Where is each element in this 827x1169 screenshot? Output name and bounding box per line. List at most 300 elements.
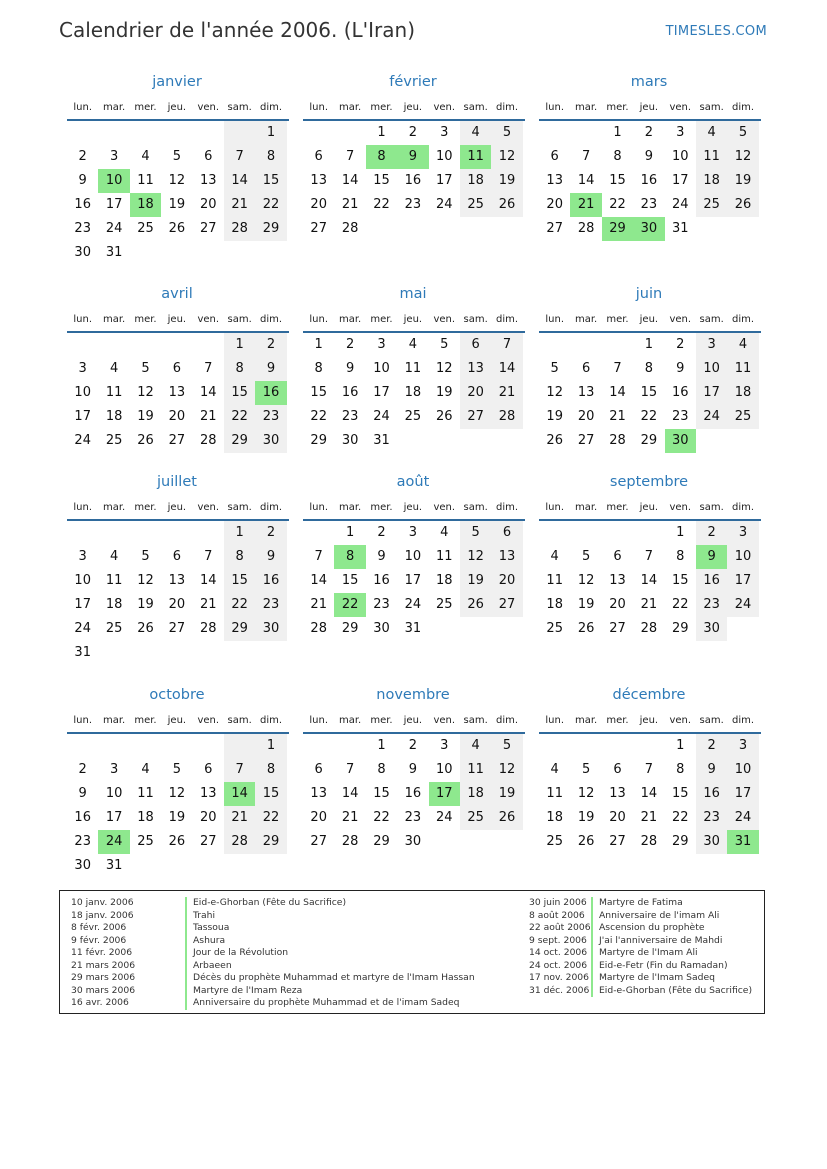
day-cell[interactable]: 16 — [74, 810, 91, 825]
day-cell[interactable]: 16 — [255, 381, 286, 405]
day-cell[interactable]: 14 — [199, 573, 217, 588]
day-cell[interactable]: 4 — [727, 333, 758, 357]
day-cell[interactable]: 8 — [377, 762, 386, 777]
day-cell[interactable]: 25 — [105, 621, 123, 636]
day-cell[interactable]: 12 — [168, 786, 186, 801]
day-cell[interactable]: 17 — [696, 381, 727, 405]
day-cell[interactable]: 22 — [671, 597, 689, 612]
day-cell[interactable]: 9 — [255, 357, 286, 381]
day-cell[interactable]: 9 — [644, 149, 653, 164]
day-cell[interactable]: 10 — [105, 786, 123, 801]
day-cell[interactable]: 14 — [224, 782, 255, 806]
day-cell[interactable]: 24 — [696, 405, 727, 429]
day-cell[interactable]: 27 — [310, 834, 327, 849]
day-cell[interactable]: 28 — [640, 621, 658, 636]
day-cell[interactable]: 12 — [577, 573, 595, 588]
day-cell[interactable]: 22 — [310, 409, 327, 424]
site-link[interactable]: TIMESLES.COM — [665, 24, 767, 39]
day-cell[interactable]: 1 — [377, 125, 386, 140]
day-cell[interactable]: 15 — [255, 782, 286, 806]
day-cell[interactable]: 21 — [341, 810, 359, 825]
day-cell[interactable]: 18 — [130, 193, 161, 217]
day-cell[interactable]: 18 — [727, 381, 758, 405]
day-cell[interactable]: 9 — [78, 786, 87, 801]
day-cell[interactable]: 24 — [74, 433, 91, 448]
day-cell[interactable]: 24 — [404, 597, 422, 612]
day-cell[interactable]: 30 — [633, 217, 664, 241]
day-cell[interactable]: 30 — [341, 433, 359, 448]
day-cell[interactable]: 11 — [105, 573, 123, 588]
day-cell[interactable]: 29 — [224, 617, 255, 641]
day-cell[interactable]: 22 — [255, 806, 286, 830]
day-cell[interactable]: 22 — [224, 405, 255, 429]
day-cell[interactable]: 25 — [435, 597, 453, 612]
day-cell[interactable]: 14 — [491, 357, 522, 381]
day-cell[interactable]: 8 — [224, 357, 255, 381]
day-cell[interactable]: 21 — [199, 409, 217, 424]
day-cell[interactable]: 28 — [199, 621, 217, 636]
day-cell[interactable]: 24 — [105, 221, 123, 236]
day-cell[interactable]: 23 — [74, 221, 91, 236]
day-cell[interactable]: 16 — [404, 786, 422, 801]
day-cell[interactable]: 6 — [581, 361, 591, 376]
day-cell[interactable]: 7 — [613, 361, 622, 376]
day-cell[interactable]: 12 — [137, 573, 154, 588]
day-cell[interactable]: 16 — [671, 385, 689, 400]
day-cell[interactable]: 12 — [577, 786, 595, 801]
day-cell[interactable]: 10 — [373, 361, 390, 376]
day-cell[interactable]: 29 — [640, 433, 658, 448]
day-cell[interactable]: 1 — [345, 525, 355, 540]
day-cell[interactable]: 20 — [168, 409, 186, 424]
day-cell[interactable]: 29 — [341, 621, 359, 636]
day-cell[interactable]: 10 — [435, 762, 453, 777]
day-cell[interactable]: 6 — [172, 549, 181, 564]
day-cell[interactable]: 11 — [460, 758, 491, 782]
day-cell[interactable]: 1 — [255, 734, 286, 758]
day-cell[interactable]: 14 — [341, 786, 359, 801]
day-cell[interactable]: 20 — [199, 810, 217, 825]
day-cell[interactable]: 23 — [373, 597, 390, 612]
day-cell[interactable]: 24 — [373, 409, 390, 424]
day-cell[interactable]: 2 — [78, 149, 87, 164]
day-cell[interactable]: 8 — [255, 145, 286, 169]
day-cell[interactable]: 2 — [408, 738, 417, 753]
day-cell[interactable]: 28 — [609, 433, 626, 448]
day-cell[interactable]: 20 — [460, 381, 491, 405]
day-cell[interactable]: 14 — [640, 786, 658, 801]
day-cell[interactable]: 13 — [310, 173, 327, 188]
day-cell[interactable]: 12 — [168, 173, 186, 188]
day-cell[interactable]: 30 — [404, 834, 422, 849]
day-cell[interactable]: 11 — [727, 357, 758, 381]
day-cell[interactable]: 30 — [373, 621, 390, 636]
day-cell[interactable]: 25 — [105, 433, 123, 448]
day-cell[interactable]: 1 — [255, 121, 286, 145]
day-cell[interactable]: 23 — [696, 806, 727, 830]
day-cell[interactable]: 2 — [255, 521, 286, 545]
day-cell[interactable]: 30 — [696, 617, 727, 641]
day-cell[interactable]: 5 — [141, 361, 150, 376]
day-cell[interactable]: 7 — [491, 333, 522, 357]
day-cell[interactable]: 6 — [204, 762, 213, 777]
day-cell[interactable]: 19 — [435, 385, 453, 400]
day-cell[interactable]: 9 — [377, 549, 386, 564]
day-cell[interactable]: 27 — [168, 621, 186, 636]
day-cell[interactable]: 11 — [137, 173, 154, 188]
day-cell[interactable]: 8 — [676, 762, 685, 777]
day-cell[interactable]: 8 — [366, 145, 397, 169]
day-cell[interactable]: 19 — [460, 569, 491, 593]
day-cell[interactable]: 11 — [460, 145, 491, 169]
day-cell[interactable]: 20 — [491, 569, 522, 593]
day-cell[interactable]: 2 — [408, 125, 417, 140]
day-cell[interactable]: 20 — [577, 409, 595, 424]
day-cell[interactable]: 15 — [609, 173, 626, 188]
day-cell[interactable]: 12 — [435, 361, 453, 376]
day-cell[interactable]: 1 — [676, 738, 685, 753]
day-cell[interactable]: 25 — [696, 193, 727, 217]
day-cell[interactable]: 5 — [581, 762, 591, 777]
day-cell[interactable]: 6 — [172, 361, 181, 376]
day-cell[interactable]: 27 — [460, 405, 491, 429]
day-cell[interactable]: 13 — [168, 385, 186, 400]
day-cell[interactable]: 14 — [224, 169, 255, 193]
day-cell[interactable]: 14 — [341, 173, 359, 188]
day-cell[interactable]: 2 — [696, 521, 727, 545]
day-cell[interactable]: 26 — [491, 806, 522, 830]
day-cell[interactable]: 25 — [727, 405, 758, 429]
day-cell[interactable]: 23 — [74, 834, 91, 849]
day-cell[interactable]: 7 — [644, 762, 653, 777]
day-cell[interactable]: 7 — [345, 762, 355, 777]
day-cell[interactable]: 7 — [224, 145, 255, 169]
day-cell[interactable]: 23 — [255, 405, 286, 429]
day-cell[interactable]: 13 — [199, 786, 217, 801]
day-cell[interactable]: 19 — [168, 197, 186, 212]
day-cell[interactable]: 5 — [141, 549, 150, 564]
day-cell[interactable]: 30 — [74, 245, 91, 260]
day-cell[interactable]: 10 — [98, 169, 129, 193]
day-cell[interactable]: 11 — [404, 361, 422, 376]
day-cell[interactable]: 22 — [224, 593, 255, 617]
day-cell[interactable]: 14 — [640, 573, 658, 588]
day-cell[interactable]: 13 — [491, 545, 522, 569]
day-cell[interactable]: 3 — [78, 549, 87, 564]
day-cell[interactable]: 26 — [137, 621, 154, 636]
day-cell[interactable]: 12 — [137, 385, 154, 400]
day-cell[interactable]: 9 — [397, 145, 428, 169]
day-cell[interactable]: 20 — [310, 197, 327, 212]
day-cell[interactable]: 17 — [105, 197, 123, 212]
day-cell[interactable]: 21 — [640, 810, 658, 825]
day-cell[interactable]: 18 — [546, 810, 563, 825]
day-cell[interactable]: 9 — [408, 762, 417, 777]
day-cell[interactable]: 12 — [546, 385, 563, 400]
day-cell[interactable]: 22 — [671, 810, 689, 825]
day-cell[interactable]: 22 — [609, 197, 626, 212]
day-cell[interactable]: 25 — [137, 834, 154, 849]
day-cell[interactable]: 21 — [310, 597, 327, 612]
day-cell[interactable]: 3 — [676, 125, 685, 140]
day-cell[interactable]: 22 — [373, 197, 390, 212]
day-cell[interactable]: 17 — [671, 173, 689, 188]
day-cell[interactable]: 21 — [570, 193, 601, 217]
day-cell[interactable]: 16 — [74, 197, 91, 212]
day-cell[interactable]: 19 — [727, 169, 758, 193]
day-cell[interactable]: 23 — [404, 197, 422, 212]
day-cell[interactable]: 20 — [168, 597, 186, 612]
day-cell[interactable]: 5 — [727, 121, 758, 145]
day-cell[interactable]: 18 — [435, 573, 453, 588]
day-cell[interactable]: 27 — [609, 834, 626, 849]
day-cell[interactable]: 18 — [105, 409, 123, 424]
day-cell[interactable]: 18 — [137, 810, 154, 825]
day-cell[interactable]: 28 — [341, 834, 359, 849]
day-cell[interactable]: 28 — [199, 433, 217, 448]
day-cell[interactable]: 9 — [676, 361, 685, 376]
day-cell[interactable]: 5 — [491, 734, 522, 758]
day-cell[interactable]: 3 — [109, 149, 119, 164]
day-cell[interactable]: 18 — [404, 385, 422, 400]
day-cell[interactable]: 19 — [577, 810, 595, 825]
day-cell[interactable]: 9 — [255, 545, 286, 569]
day-cell[interactable]: 4 — [440, 525, 449, 540]
day-cell[interactable]: 15 — [373, 786, 390, 801]
day-cell[interactable]: 9 — [345, 361, 355, 376]
day-cell[interactable]: 16 — [341, 385, 359, 400]
day-cell[interactable]: 21 — [640, 597, 658, 612]
day-cell[interactable]: 24 — [435, 810, 453, 825]
day-cell[interactable]: 19 — [491, 169, 522, 193]
day-cell[interactable]: 1 — [314, 337, 323, 352]
day-cell[interactable]: 8 — [644, 361, 653, 376]
day-cell[interactable]: 29 — [602, 217, 633, 241]
day-cell[interactable]: 1 — [644, 337, 653, 352]
day-cell[interactable]: 4 — [550, 549, 559, 564]
day-cell[interactable]: 10 — [727, 758, 758, 782]
day-cell[interactable]: 5 — [172, 149, 181, 164]
day-cell[interactable]: 26 — [577, 621, 595, 636]
day-cell[interactable]: 21 — [609, 409, 626, 424]
day-cell[interactable]: 24 — [671, 197, 689, 212]
day-cell[interactable]: 28 — [224, 217, 255, 241]
day-cell[interactable]: 16 — [373, 573, 390, 588]
day-cell[interactable]: 18 — [460, 169, 491, 193]
day-cell[interactable]: 12 — [727, 145, 758, 169]
day-cell[interactable]: 7 — [581, 149, 591, 164]
day-cell[interactable]: 5 — [440, 337, 449, 352]
day-cell[interactable]: 10 — [727, 545, 758, 569]
day-cell[interactable]: 13 — [546, 173, 563, 188]
day-cell[interactable]: 6 — [550, 149, 559, 164]
day-cell[interactable]: 11 — [546, 573, 563, 588]
day-cell[interactable]: 4 — [408, 337, 417, 352]
day-cell[interactable]: 9 — [696, 545, 727, 569]
day-cell[interactable]: 19 — [137, 409, 154, 424]
day-cell[interactable]: 6 — [613, 549, 622, 564]
day-cell[interactable]: 9 — [78, 173, 87, 188]
day-cell[interactable]: 14 — [199, 385, 217, 400]
day-cell[interactable]: 17 — [373, 385, 390, 400]
day-cell[interactable]: 4 — [109, 361, 119, 376]
day-cell[interactable]: 26 — [168, 834, 186, 849]
day-cell[interactable]: 25 — [546, 621, 563, 636]
day-cell[interactable]: 17 — [429, 782, 460, 806]
day-cell[interactable]: 24 — [74, 621, 91, 636]
day-cell[interactable]: 6 — [613, 762, 622, 777]
day-cell[interactable]: 27 — [546, 221, 563, 236]
day-cell[interactable]: 27 — [310, 221, 327, 236]
day-cell[interactable]: 26 — [435, 409, 453, 424]
day-cell[interactable]: 6 — [460, 333, 491, 357]
day-cell[interactable]: 1 — [224, 333, 255, 357]
day-cell[interactable]: 6 — [314, 762, 323, 777]
day-cell[interactable]: 13 — [168, 573, 186, 588]
day-cell[interactable]: 8 — [314, 361, 323, 376]
day-cell[interactable]: 24 — [98, 830, 129, 854]
day-cell[interactable]: 17 — [404, 573, 422, 588]
day-cell[interactable]: 19 — [168, 810, 186, 825]
day-cell[interactable]: 29 — [255, 830, 286, 854]
day-cell[interactable]: 18 — [460, 782, 491, 806]
day-cell[interactable]: 24 — [435, 197, 453, 212]
day-cell[interactable]: 30 — [74, 858, 91, 873]
day-cell[interactable]: 21 — [199, 597, 217, 612]
day-cell[interactable]: 8 — [334, 545, 365, 569]
day-cell[interactable]: 5 — [460, 521, 491, 545]
day-cell[interactable]: 23 — [404, 810, 422, 825]
day-cell[interactable]: 4 — [550, 762, 559, 777]
day-cell[interactable]: 15 — [373, 173, 390, 188]
day-cell[interactable]: 16 — [696, 782, 727, 806]
day-cell[interactable]: 27 — [491, 593, 522, 617]
day-cell[interactable]: 7 — [204, 549, 213, 564]
day-cell[interactable]: 16 — [640, 173, 658, 188]
day-cell[interactable]: 27 — [199, 834, 217, 849]
day-cell[interactable]: 11 — [137, 786, 154, 801]
day-cell[interactable]: 28 — [310, 621, 327, 636]
day-cell[interactable]: 7 — [644, 549, 653, 564]
day-cell[interactable]: 30 — [255, 617, 286, 641]
day-cell[interactable]: 17 — [727, 569, 758, 593]
day-cell[interactable]: 15 — [255, 169, 286, 193]
day-cell[interactable]: 2 — [696, 734, 727, 758]
day-cell[interactable]: 23 — [640, 197, 658, 212]
day-cell[interactable]: 5 — [550, 361, 559, 376]
day-cell[interactable]: 8 — [224, 545, 255, 569]
day-cell[interactable]: 3 — [440, 125, 449, 140]
day-cell[interactable]: 21 — [491, 381, 522, 405]
day-cell[interactable]: 15 — [671, 573, 689, 588]
day-cell[interactable]: 20 — [310, 810, 327, 825]
day-cell[interactable]: 29 — [310, 433, 327, 448]
day-cell[interactable]: 5 — [581, 549, 591, 564]
day-cell[interactable]: 22 — [640, 409, 658, 424]
day-cell[interactable]: 1 — [676, 525, 685, 540]
day-cell[interactable]: 3 — [727, 521, 758, 545]
day-cell[interactable]: 28 — [491, 405, 522, 429]
day-cell[interactable]: 1 — [613, 125, 622, 140]
day-cell[interactable]: 26 — [546, 433, 563, 448]
day-cell[interactable]: 17 — [74, 597, 91, 612]
day-cell[interactable]: 8 — [676, 549, 685, 564]
day-cell[interactable]: 2 — [676, 337, 685, 352]
day-cell[interactable]: 19 — [137, 597, 154, 612]
day-cell[interactable]: 16 — [255, 569, 286, 593]
day-cell[interactable]: 23 — [696, 593, 727, 617]
day-cell[interactable]: 26 — [727, 193, 758, 217]
day-cell[interactable]: 15 — [640, 385, 658, 400]
day-cell[interactable]: 12 — [491, 758, 522, 782]
day-cell[interactable]: 19 — [577, 597, 595, 612]
day-cell[interactable]: 6 — [314, 149, 323, 164]
day-cell[interactable]: 14 — [310, 573, 327, 588]
day-cell[interactable]: 4 — [460, 734, 491, 758]
day-cell[interactable]: 31 — [373, 433, 390, 448]
day-cell[interactable]: 13 — [310, 786, 327, 801]
day-cell[interactable]: 2 — [644, 125, 653, 140]
day-cell[interactable]: 10 — [74, 573, 91, 588]
day-cell[interactable]: 10 — [404, 549, 422, 564]
day-cell[interactable]: 12 — [460, 545, 491, 569]
day-cell[interactable]: 11 — [546, 786, 563, 801]
day-cell[interactable]: 28 — [577, 221, 595, 236]
day-cell[interactable]: 25 — [460, 806, 491, 830]
day-cell[interactable]: 23 — [341, 409, 359, 424]
day-cell[interactable]: 23 — [671, 409, 689, 424]
day-cell[interactable]: 20 — [609, 597, 626, 612]
day-cell[interactable]: 9 — [696, 758, 727, 782]
day-cell[interactable]: 6 — [204, 149, 213, 164]
day-cell[interactable]: 8 — [613, 149, 622, 164]
day-cell[interactable]: 29 — [373, 834, 390, 849]
day-cell[interactable]: 25 — [546, 834, 563, 849]
day-cell[interactable]: 18 — [696, 169, 727, 193]
day-cell[interactable]: 25 — [404, 409, 422, 424]
day-cell[interactable]: 17 — [435, 173, 453, 188]
day-cell[interactable]: 7 — [204, 361, 213, 376]
day-cell[interactable]: 31 — [105, 858, 123, 873]
day-cell[interactable]: 3 — [727, 734, 758, 758]
day-cell[interactable]: 29 — [255, 217, 286, 241]
day-cell[interactable]: 31 — [74, 645, 91, 660]
day-cell[interactable]: 16 — [696, 569, 727, 593]
day-cell[interactable]: 3 — [377, 337, 386, 352]
day-cell[interactable]: 28 — [224, 830, 255, 854]
day-cell[interactable]: 3 — [109, 762, 119, 777]
day-cell[interactable]: 21 — [341, 197, 359, 212]
day-cell[interactable]: 22 — [373, 810, 390, 825]
day-cell[interactable]: 27 — [609, 621, 626, 636]
day-cell[interactable]: 22 — [255, 193, 286, 217]
day-cell[interactable]: 20 — [199, 197, 217, 212]
day-cell[interactable]: 19 — [491, 782, 522, 806]
day-cell[interactable]: 3 — [78, 361, 87, 376]
day-cell[interactable]: 26 — [460, 593, 491, 617]
day-cell[interactable]: 23 — [255, 593, 286, 617]
day-cell[interactable]: 12 — [491, 145, 522, 169]
day-cell[interactable]: 25 — [137, 221, 154, 236]
day-cell[interactable]: 26 — [577, 834, 595, 849]
day-cell[interactable]: 10 — [74, 385, 91, 400]
day-cell[interactable]: 7 — [345, 149, 355, 164]
day-cell[interactable]: 11 — [435, 549, 453, 564]
day-cell[interactable]: 4 — [141, 762, 150, 777]
day-cell[interactable]: 10 — [435, 149, 453, 164]
day-cell[interactable]: 2 — [377, 525, 386, 540]
day-cell[interactable]: 31 — [727, 830, 758, 854]
